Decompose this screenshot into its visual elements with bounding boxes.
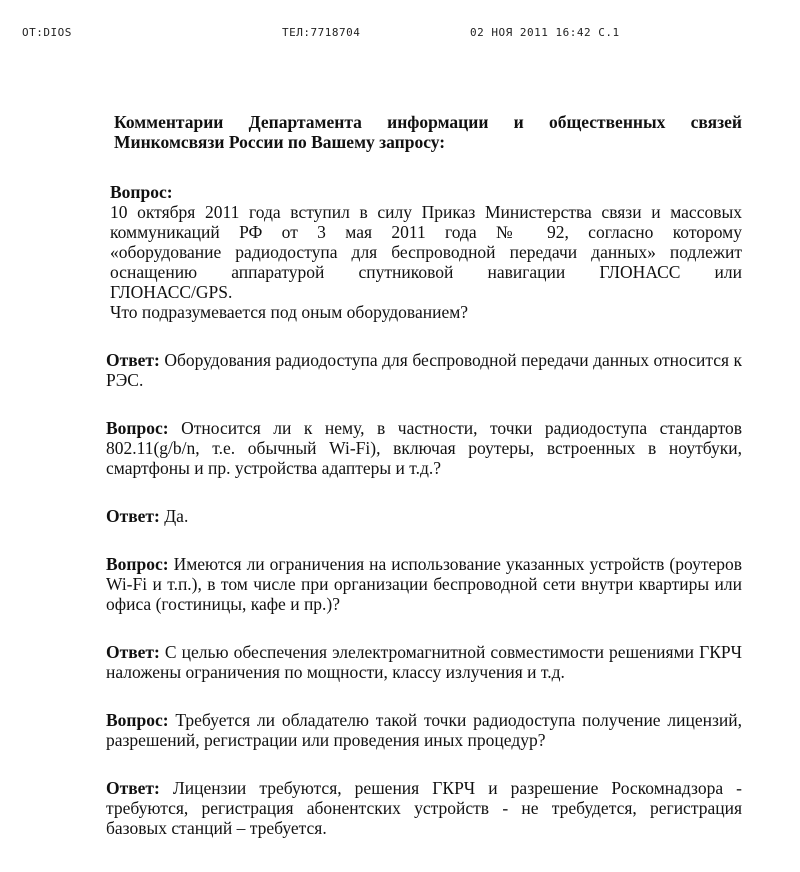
- question-line: оснащению аппаратурой спутниковой навигации ГЛОНАСС или: [110, 262, 742, 282]
- question-label: Вопрос:: [106, 710, 169, 730]
- qa-answer-4: [106, 778, 742, 838]
- answer-text: Да.: [159, 506, 189, 526]
- answer-text: Лицензии требуются, решения ГКРЧ и разрешение Роскомнадзора - требуются, регистрация абонентских устройств - не требудется, регистрация базовых станций – требуется.: [106, 778, 742, 838]
- question-label: Вопрос:: [106, 418, 169, 438]
- answer-label: Ответ:: [106, 642, 160, 662]
- qa-answer-3: [106, 642, 742, 682]
- document-body: [106, 112, 742, 866]
- qa-answer-1: [106, 350, 742, 390]
- fax-date-page: 02 НОЯ 2011 16:42 С.1: [470, 26, 620, 39]
- qa-question-4: [106, 710, 742, 750]
- qa-question-3: [106, 554, 742, 614]
- answer-text: С целью обеспечения элелектромагнитной совместимости решениями ГКРЧ наложены ограничения по мощности, классу излучения и т.д.: [106, 642, 742, 682]
- question-label: Вопрос:: [110, 182, 173, 202]
- question-text: Имеются ли ограничения на использование указанных устройств (роутеров Wi-Fi и т.п.), в том числе при организации беспроводной сети внутри квартиры или офиса (гостиницы, кафе и пр.)?: [106, 554, 742, 614]
- answer-label: Ответ:: [106, 778, 160, 798]
- fax-phone: ТЕЛ:7718704: [282, 26, 361, 39]
- question-line: ГЛОНАСС/GPS.: [110, 282, 233, 302]
- document-title: Комментарии Департамента информации и общественных связей Минкомсвязи России по Вашему запросу:: [114, 112, 742, 152]
- answer-text: Оборудования радиодоступа для беспроводной передачи данных относится к РЭС.: [106, 350, 742, 390]
- question-line: Что подразумевается под оным оборудованием?: [110, 302, 469, 322]
- qa-question-1: [110, 182, 742, 322]
- question-line: 10 октября 2011 года вступил в силу Приказ Министерства связи и массовых: [110, 202, 742, 222]
- fax-sender: ОТ:DIOS: [22, 26, 72, 39]
- qa-question-2: [106, 418, 742, 478]
- question-label: Вопрос:: [106, 554, 169, 574]
- question-text: Требуется ли обладателю такой точки радиодоступа получение лицензий, разрешений, регистрации или проведения иных процедур?: [106, 710, 742, 750]
- question-line: коммуникаций РФ от 3 мая 2011 года № 92, согласно которому: [110, 222, 742, 242]
- fax-header: [0, 26, 800, 44]
- question-line: «оборудование радиодоступа для беспроводной передачи данных» подлежит: [110, 242, 742, 262]
- qa-answer-2: [106, 506, 742, 526]
- answer-label: Ответ:: [106, 350, 160, 370]
- answer-label: Ответ:: [106, 506, 160, 526]
- question-text: Относится ли к нему, в частности, точки радиодоступа стандартов 802.11(g/b/n, т.е. обычный Wi-Fi), включая роутеры, встроенных в ноутбуки, смартфоны и пр. устройства адаптеры и т.д.?: [106, 418, 742, 478]
